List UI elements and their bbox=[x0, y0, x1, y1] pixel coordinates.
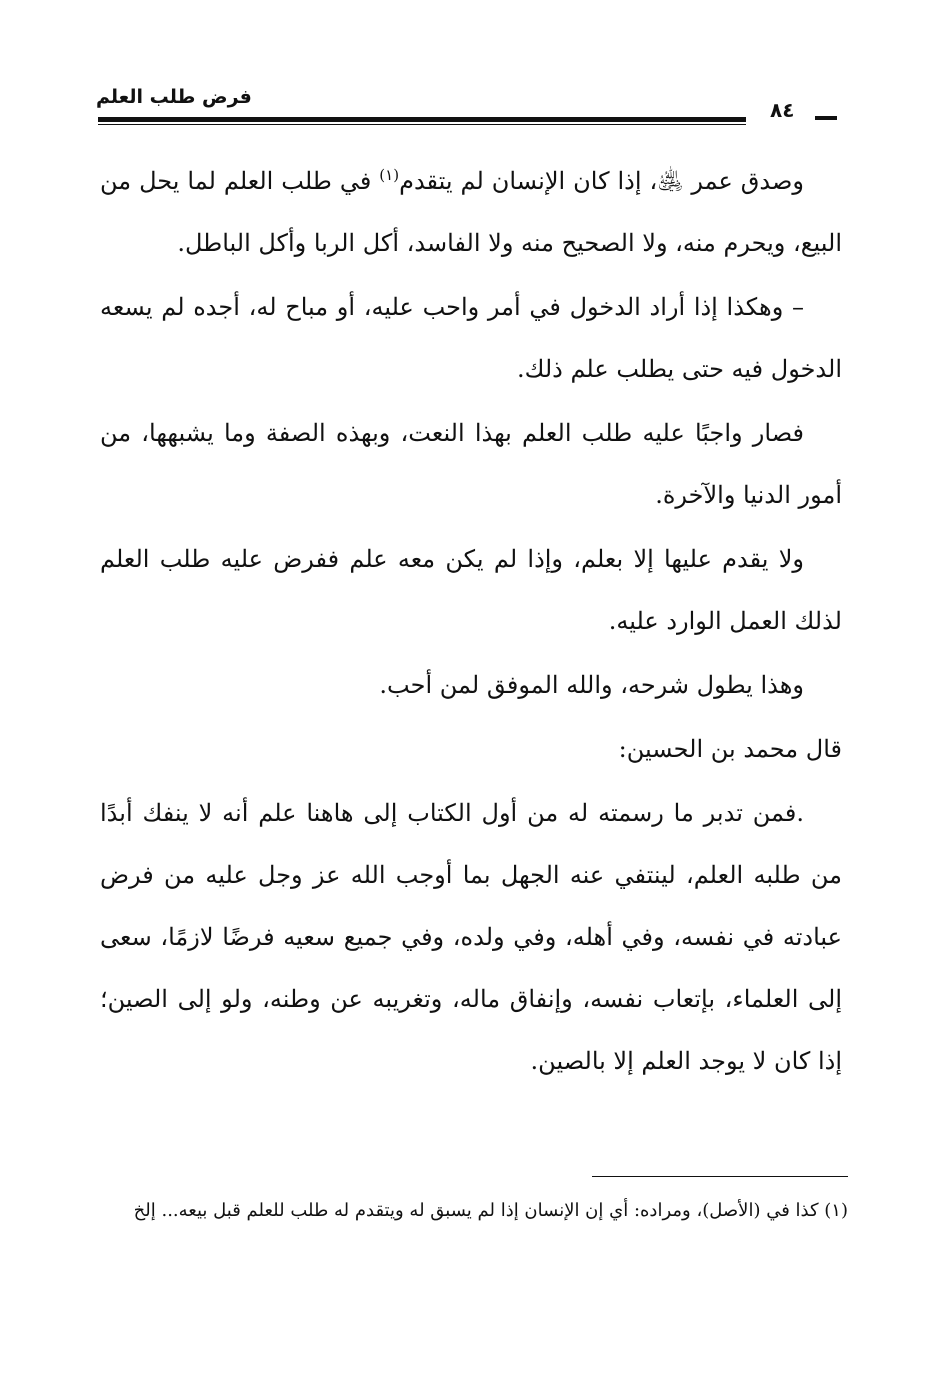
page-number: ٨٤ bbox=[770, 98, 795, 122]
paragraph-3: فصار واجبًا عليه طلب العلم بهذا النعت، وبهذه الصفة وما يشبهها، من أمور الدنيا والآخرة. bbox=[100, 419, 842, 509]
footnote bbox=[110, 1190, 848, 1232]
header-dash bbox=[815, 116, 837, 120]
footnote-separator bbox=[592, 1176, 848, 1177]
footnote-marker: (١) bbox=[379, 166, 400, 184]
main-text bbox=[100, 150, 842, 1094]
running-title: فرض طلب العلم bbox=[96, 86, 252, 108]
paragraph-2: – وهكذا إذا أراد الدخول في أمر واحب عليه، أو مباح له، أجده لم يسعه الدخول فيه حتى يطلب علم ذلك. bbox=[100, 293, 842, 383]
header-rule-thick bbox=[98, 117, 746, 122]
paragraph-5: وهذا يطول شرحه، والله الموفق لمن أحب. bbox=[379, 671, 804, 699]
footnote-text: (١) كذا في (الأصل)، ومراده: أي إن الإنسان إذا لم يسبق له ويتقدم له طلب للعلم قبل بيعه... إلخ bbox=[133, 1200, 848, 1221]
paragraph-6: قال محمد بن الحسين: bbox=[618, 735, 842, 763]
paragraph-1 bbox=[100, 150, 842, 274]
paragraph-1-before: وصدق عمر ﵁، إذا كان الإنسان لم يتقدم bbox=[399, 167, 804, 195]
paragraph-7: .فمن تدبر ما رسمته له من أول الكتاب إلى هاهنا علم أنه لا ينفك أبدًا من طلبه العلم، لينتفي عنه الجهل بما أوجب الله عز وجل عليه من فرض عبادته في نفسه، وفي أهله، وفي ولده، وفي جميع سعيه فرضًا لازمًا، سعى إلى العلماء، بإتعاب نفسه، وإنفاق ماله، وتغريبه عن وطنه، ولو إلى الصين؛ إذا كان لا يوجد العلم إلا بالصين. bbox=[100, 799, 843, 1075]
paragraph-4: ولا يقدم عليها إلا بعلم، وإذا لم يكن معه علم ففرض عليه طلب العلم لذلك العمل الوارد عليه. bbox=[100, 545, 842, 635]
paragraph-1-after: في طلب العلم لما يحل من البيع، ويحرم منه، ولا الصحيح منه ولا الفاسد، أكل الربا وأكل الباطل. bbox=[100, 167, 842, 257]
header-rule-thin bbox=[98, 124, 746, 125]
